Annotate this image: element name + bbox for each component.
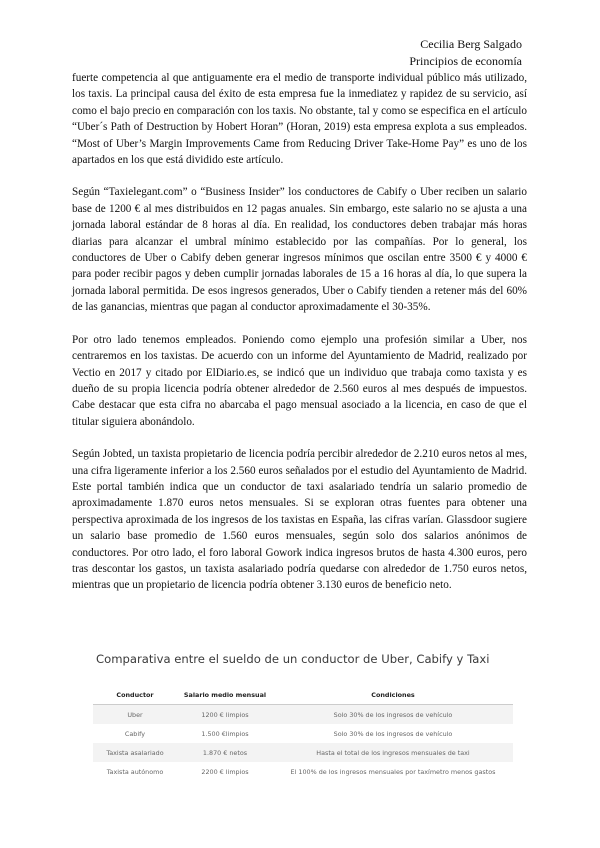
paragraph-4: Según Jobted, un taxista propietario de licencia podría percibir alrededor de 2.210 euros netos al mes, una cifra ligeramente inferior a los 2.560 euros señalados por el estudio del Ayuntamiento de Madrid. Este portal también indica que un conductor de taxi asalariado tendría un salario promedio de aproximadamente 1.870 euros netos mensuales. Si se exploran otras fuentes para obtener una perspectiva aproximada de los ingresos de los taxistas en España, las cifras varían. Glassdoor sugiere un salario base promedio de 1.560 euros mensuales, según solo dos salarios anónimos de conductores. Por otro lado, el foro laboral Gowork indica ingresos brutos de hasta 4.300 euros, pero tras descontar los gastos, un taxista asalariado podría quedarse con alrededor de 1.750 euros netos, mientras que un propietario de licencia podría obtener 3.130 euros de beneficio neto. xyxy=(72,448,527,592)
cell-conditions: El 100% de los ingresos mensuales por taxímetro menos gastos xyxy=(290,767,496,776)
cell-conductor: Uber xyxy=(93,705,177,725)
header-conditions: Condiciones xyxy=(273,686,513,705)
table-row xyxy=(93,724,513,743)
cell-salary: 1200 € limpios xyxy=(177,705,273,725)
author-name: Cecilia Berg Salgado xyxy=(420,37,522,51)
cell-conductor: Taxista asalariado xyxy=(93,743,177,762)
table-row xyxy=(93,743,513,762)
salary-comparison-table xyxy=(93,686,513,781)
table-header-row xyxy=(93,686,513,705)
table-row xyxy=(93,762,513,781)
header-salary: Salario medio mensual xyxy=(177,686,273,705)
cell-conditions: Solo 30% de los ingresos de vehículo xyxy=(273,705,513,725)
cell-conductor: Taxista autónomo xyxy=(106,767,164,776)
page-header xyxy=(409,36,522,70)
body-text xyxy=(72,70,527,610)
paragraph-3: Por otro lado tenemos empleados. Poniendo como ejemplo una profesión similar a Uber, nos centraremos en los taxistas. De acuerdo con un informe del Ayuntamiento de Madrid, realizado por Vectio en 2017 y citado por ElDiario.es, se indicó que un individuo que trabaja como taxista y es dueño de su propia licencia podría obtener alrededor de 2.560 euros al mes después de impuestos. Cabe destacar que esta cifra no abarcaba el pago mensual asociado a la licencia, en caso de que el titular siguiera abonándolo. xyxy=(72,333,527,428)
cell-salary: 2200 € limpios xyxy=(201,767,249,776)
cell-conditions: Hasta el total de los ingresos mensuales de taxi xyxy=(273,743,513,762)
paragraph-2: Según “Taxielegant.com” o “Business Insider” los conductores de Cabify o Uber reciben un salario base de 1200 € al mes distribuidos en 12 pagas anuales. Sin embargo, este salario no se ajusta a una jornada laboral estándar de 8 horas al día. En realidad, los conductores deben trabajar más horas diarias para alcanzar el umbral mínimo establecido por las compañías. Por lo general, los conductores de Uber o Cabify deben generar ingresos mínimos que oscilan entre 3500 € y 4000 € para poder recibir pagos y deben cumplir jornadas laborales de 15 a 16 horas al día, lo que supera la jornada laboral permitida. De esos ingresos generados, Uber o Cabify tienden a retener más del 60% de las ganancias, mientras que pagan al conductor aproximadamente el 30-35%. xyxy=(72,186,527,314)
cell-conditions: Solo 30% de los ingresos de vehículo xyxy=(333,729,453,738)
paragraph-1: fuerte competencia al que antiguamente era el medio de transporte individual público más utilizado, los taxis. La principal causa del éxito de esta empresa fue la inmediatez y rapidez de su servicio, así como el bajo precio en comparación con los taxis. No obstante, tal y como se especifica en el artículo “Uber´s Path of Destruction by Hobert Horan” (Horan, 2019) esta empresa explota a sus empleados. “Most of Uber’s Margin Improvements Came from Reducing Driver Take-Home Pay” es uno de los apartados en los que está dividido este artículo. xyxy=(72,72,527,167)
cell-conductor: Cabify xyxy=(124,729,146,738)
header-conductor: Conductor xyxy=(93,686,177,705)
cell-salary: 1.870 € netos xyxy=(177,743,273,762)
subject-name: Principios de economía xyxy=(409,54,522,68)
table-row xyxy=(93,705,513,725)
cell-salary: 1.500 €limpios xyxy=(201,729,249,738)
figure-title: Comparativa entre el sueldo de un conductor de Uber, Cabify y Taxi xyxy=(96,652,490,666)
